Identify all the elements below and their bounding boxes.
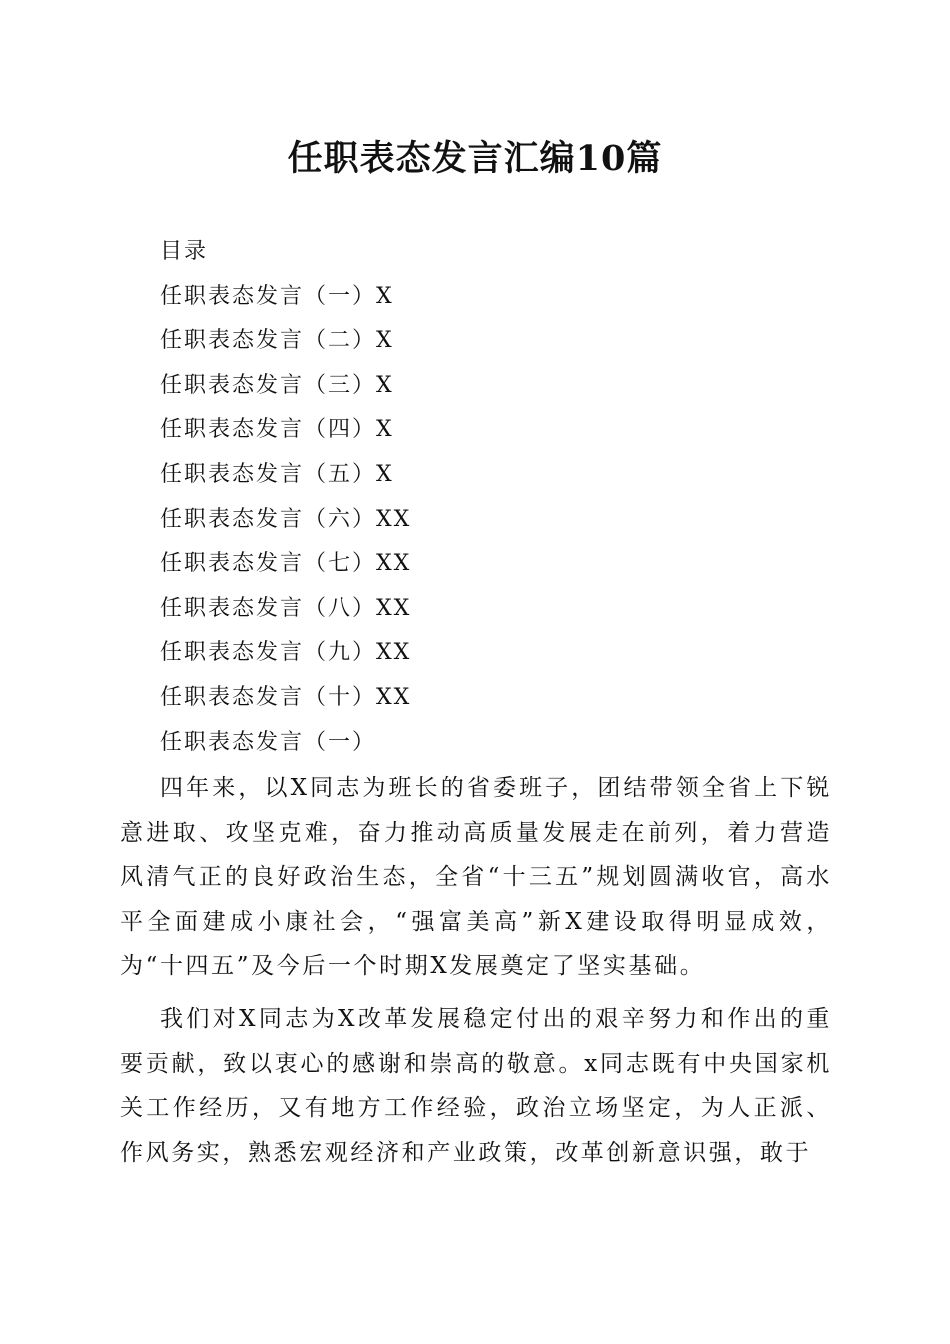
toc-item: 任职表态发言（三）X	[160, 372, 394, 398]
toc-item: 任职表态发言（一）X	[160, 283, 394, 309]
toc-item: 任职表态发言（五）X	[160, 461, 394, 487]
section-heading: 任职表态发言（一）	[160, 729, 377, 755]
paragraph: 我们对X同志为X改革发展稳定付出的艰辛努力和作出的重要贡献，致以衷心的感谢和崇高的敬意。x同志既有中央国家机关工作经历，又有地方工作经验，政治立场坚定，为人正派、作风务实，熟悉宏观经济和产业政策，改革创新意识强，敢于	[120, 1005, 832, 1166]
paragraph: 四年来，以X同志为班长的省委班子，团结带领全省上下锐意进取、攻坚克难，奋力推动高质量发展走在前列，着力营造风清气正的良好政治生态，全省“十三五”规划圆满收官，高水平全面建成小康社会，“强富美高”新X建设取得明显成效，为“十四五”及今后一个时期X发展奠定了坚实基础。	[120, 775, 832, 980]
toc-heading: 目录	[160, 239, 209, 264]
toc-item: 任职表态发言（九）XX	[160, 640, 412, 666]
toc-item: 任职表态发言（四）X	[160, 417, 394, 443]
document-title: 任职表态发言汇编10篇	[287, 138, 663, 179]
toc-item: 任职表态发言（二）X	[160, 328, 394, 354]
table-of-contents	[160, 230, 840, 765]
body-text	[120, 766, 832, 1175]
toc-item: 任职表态发言（六）XX	[160, 506, 412, 532]
toc-item: 任职表态发言（八）XX	[160, 595, 412, 621]
toc-item: 任职表态发言（十）XX	[160, 684, 412, 710]
toc-item: 任职表态发言（七）XX	[160, 551, 412, 577]
